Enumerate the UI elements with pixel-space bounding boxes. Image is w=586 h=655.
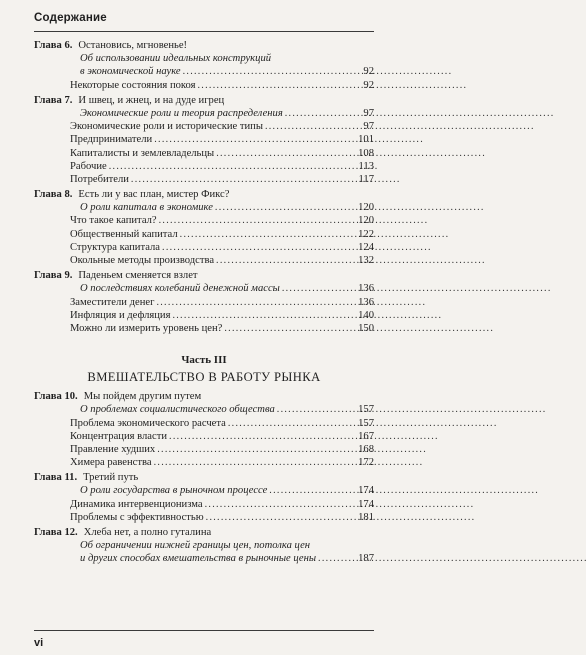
chapter-heading[interactable] (34, 39, 374, 52)
dot-leader (131, 173, 357, 186)
entry-page-number: 181 (358, 511, 374, 523)
dot-leader (216, 254, 356, 267)
entry-title: Об использовании идеальных конструкций (80, 53, 272, 65)
chapter-title: Есть ли у вас план, мистер Фикс? (78, 189, 230, 201)
dot-leader (265, 120, 361, 133)
entry-title: Потребители (70, 173, 129, 185)
entry-title: Химера равенства (70, 457, 152, 469)
toc-entry[interactable] (34, 241, 374, 254)
chapter-heading[interactable] (34, 390, 374, 403)
dot-leader (169, 430, 356, 443)
toc-entry[interactable] (34, 201, 374, 214)
chapter-number: Глава 8. (34, 189, 73, 201)
entry-title: Проблемы с эффективностью (70, 511, 204, 523)
toc-entry[interactable] (34, 254, 374, 267)
chapter-number: Глава 10. (34, 391, 78, 403)
entry-page-number: 167 (358, 430, 374, 442)
entry-page-number: 136 (358, 296, 374, 308)
entry-page-number: 108 (358, 147, 374, 159)
dot-leader (282, 282, 356, 295)
entry-page-number: 174 (358, 485, 374, 497)
entry-title: Концентрация власти (70, 430, 168, 442)
chapter-title: И швец, и жнец, и на дуде игрец (78, 94, 225, 106)
toc-entry[interactable] (34, 52, 374, 65)
toc-entry[interactable] (34, 443, 374, 456)
chapter-title: Паденьем сменяется взлет (78, 270, 198, 282)
entry-title: О последствиях колебаний денежной массы (80, 283, 280, 295)
dot-leader (228, 417, 356, 430)
dot-leader (156, 296, 356, 309)
toc-entry[interactable] (34, 403, 374, 416)
chapter-heading[interactable] (34, 94, 374, 107)
chapter-number: Глава 12. (34, 527, 78, 538)
entry-title: Предприниматели (70, 134, 153, 146)
dot-leader (162, 241, 356, 254)
dot-leader (180, 228, 356, 241)
toc-entry[interactable] (34, 417, 374, 430)
entry-page-number: 122 (358, 228, 374, 240)
entry-page-number: 157 (358, 417, 374, 429)
entry-title: Рабочие (70, 160, 107, 172)
toc-entry[interactable] (34, 133, 374, 146)
chapter-title: Третий путь (83, 472, 139, 484)
chapter-number: Глава 7. (34, 94, 73, 106)
entry-title: О проблемах социалистического общества (80, 404, 275, 416)
footer-rule (34, 630, 374, 631)
toc-entry[interactable] (34, 79, 374, 92)
entry-page-number: 101 (358, 134, 374, 146)
entry-title: Правление худших (70, 443, 156, 455)
toc-entry[interactable] (34, 282, 374, 295)
toc-entry[interactable] (34, 296, 374, 309)
chapter-number: Глава 11. (34, 472, 78, 484)
entry-title: Что такое капитал? (70, 215, 157, 227)
entry-page-number: 168 (358, 443, 374, 455)
toc-entry[interactable] (34, 430, 374, 443)
entry-page-number: 117 (358, 173, 374, 185)
dot-leader (277, 403, 356, 416)
chapter-number: Глава 6. (34, 40, 73, 51)
dot-leader (157, 443, 356, 456)
dot-leader (205, 498, 357, 511)
dot-leader (154, 456, 357, 469)
entry-title: О роли капитала в экономике (80, 202, 213, 214)
dot-leader (224, 322, 356, 335)
toc-entry[interactable] (34, 511, 374, 524)
entry-title: Структура капитала (70, 241, 161, 253)
page-number: vi (34, 637, 44, 649)
toc-entry[interactable] (34, 65, 374, 78)
entry-page-number: 132 (358, 255, 374, 266)
entry-title: Инфляция и дефляция (70, 309, 171, 321)
entry-title: Общественный капитал (70, 228, 178, 240)
chapter-heading[interactable] (34, 526, 374, 539)
entry-title: Некоторые состояния покоя (70, 79, 196, 91)
entry-title: Об ограничении нижней границы цен, потолка цен (80, 540, 311, 552)
toc-group-part-three (34, 390, 374, 565)
entry-title: Капиталисты и землевладельцы (70, 147, 215, 159)
toc-entry[interactable] (34, 160, 374, 173)
entry-page-number: 150 (358, 322, 374, 334)
toc-entry[interactable] (34, 484, 374, 497)
dot-leader (172, 309, 356, 322)
part-number: Часть III (181, 354, 227, 367)
chapter-number: Глава 9. (34, 270, 73, 282)
toc-entry[interactable] (34, 120, 374, 133)
toc-entry[interactable] (34, 107, 374, 120)
entry-title: Заместители денег (70, 296, 155, 308)
entry-page-number: 92 (363, 66, 374, 78)
dot-leader (269, 484, 356, 497)
entry-page-number: 136 (358, 283, 374, 295)
entry-title: О роли государства в рыночном процессе (80, 485, 268, 497)
toc-entry[interactable] (34, 552, 374, 565)
entry-title: Экономические роли и исторические типы (70, 121, 263, 133)
toc-entry[interactable] (34, 228, 374, 241)
entry-title: Экономические роли и теория распределения (80, 107, 283, 119)
entry-page-number: 97 (363, 121, 374, 133)
entry-title: Проблема экономического расчета (70, 417, 226, 429)
toc-entry[interactable] (34, 498, 374, 511)
running-title: Содержание (34, 12, 107, 24)
entry-page-number: 172 (358, 457, 374, 469)
table-of-contents (34, 39, 374, 566)
chapter-title: Хлеба нет, а полно гуталина (83, 527, 212, 538)
chapter-title: Остановись, мгновенье! (78, 40, 188, 51)
dot-leader (154, 133, 356, 146)
entry-page-number: 187 (358, 553, 374, 565)
entry-page-number: 120 (358, 215, 374, 227)
entry-title: Динамика интервенционизма (70, 498, 203, 510)
toc-entry[interactable] (34, 456, 374, 469)
dot-leader (183, 65, 362, 78)
entry-page-number: 113 (358, 160, 374, 172)
dot-leader (318, 552, 356, 565)
entry-title: и других способах вмешательства в рыночные цены (80, 553, 317, 565)
entry-title: Окольные методы производства (70, 255, 215, 266)
toc-entry[interactable] (34, 214, 374, 227)
entry-page-number: 157 (358, 404, 374, 416)
entry-page-number: 124 (358, 241, 374, 253)
chapter-title: Мы пойдем другим путем (83, 391, 202, 403)
toc-entry[interactable] (34, 309, 374, 322)
dot-leader (198, 79, 362, 92)
header-rule (34, 31, 374, 32)
dot-leader (159, 214, 357, 227)
chapter-heading[interactable] (34, 188, 374, 201)
toc-entry[interactable] (34, 539, 374, 552)
dot-leader (215, 201, 356, 214)
chapter-heading[interactable] (34, 471, 374, 484)
entry-page-number: 140 (358, 309, 374, 321)
part-title: ВМЕШАТЕЛЬСТВО В РАБОТУ РЫНКА (87, 370, 321, 385)
toc-entry[interactable] (34, 173, 374, 186)
entry-title: в экономической науке (80, 66, 181, 78)
toc-entry[interactable] (34, 147, 374, 160)
dot-leader (216, 147, 356, 160)
entry-page-number: 92 (363, 79, 374, 91)
toc-group-part-two (34, 39, 374, 335)
chapter-heading[interactable] (34, 269, 374, 282)
entry-page-number: 174 (358, 498, 374, 510)
dot-leader (206, 511, 356, 524)
entry-title: Можно ли измерить уровень цен? (70, 322, 223, 334)
entry-page-number: 97 (363, 107, 374, 119)
dot-leader (109, 160, 357, 173)
entry-page-number: 120 (358, 202, 374, 214)
dot-leader (285, 107, 362, 120)
toc-entry[interactable] (34, 322, 374, 335)
